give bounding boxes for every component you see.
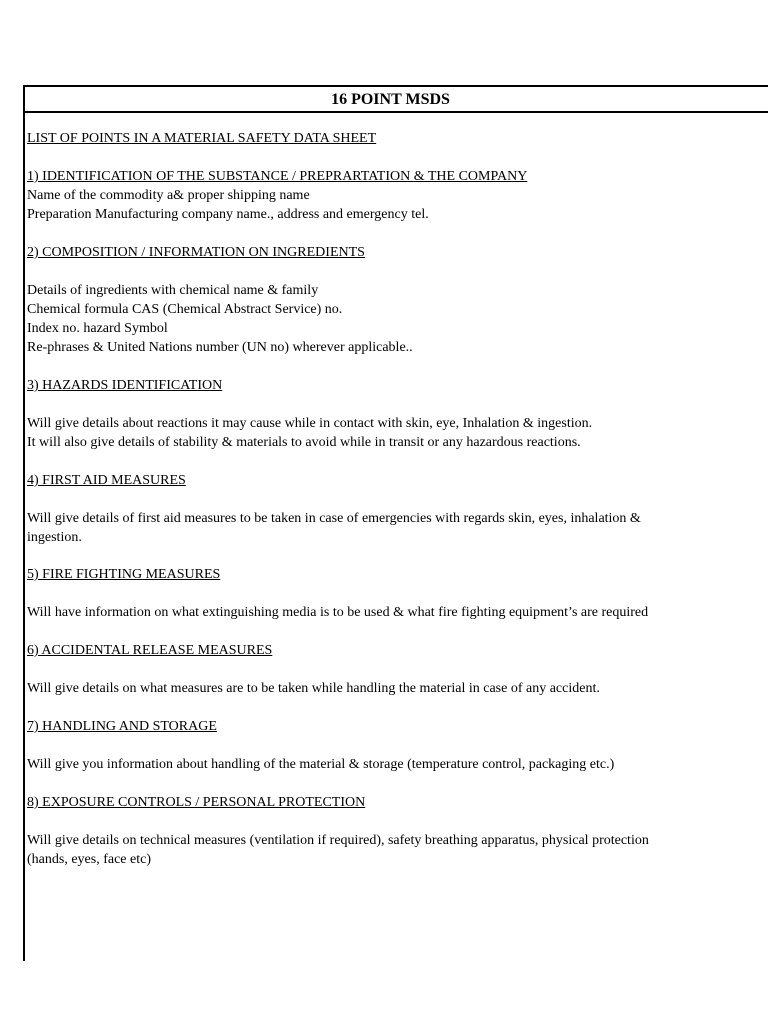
section-4-line-1: Will give details of first aid measures to be taken in case of emergencies with regards skin, eyes, inhalation & — [27, 511, 641, 526]
section-8-heading: 8) EXPOSURE CONTROLS / PERSONAL PROTECTION — [27, 795, 366, 810]
section-2-line-2: Chemical formula CAS (Chemical Abstract Service) no. — [27, 302, 343, 317]
title-row — [23, 85, 768, 113]
section-4-line-2: ingestion. — [27, 530, 82, 545]
left-border — [23, 85, 25, 961]
document-title: 16 POINT MSDS — [331, 91, 450, 108]
section-2-line-1: Details of ingredients with chemical name & family — [27, 283, 319, 298]
section-8-line-1: Will give details on technical measures (ventilation if required), safety breathing apparatus, physical protection — [27, 833, 649, 848]
section-1-heading: 1) IDENTIFICATION OF THE SUBSTANCE / PREPRARTATION & THE COMPANY — [27, 169, 528, 184]
section-3-line-2: It will also give details of stability & materials to avoid while in transit or any hazardous reactions. — [27, 435, 581, 450]
section-2-line-4: Re-phrases & United Nations number (UN no) wherever applicable.. — [27, 340, 413, 355]
section-1-line-1: Name of the commodity a& proper shipping name — [27, 188, 310, 203]
section-3-line-1: Will give details about reactions it may cause while in contact with skin, eye, Inhalation & ingestion. — [27, 416, 593, 431]
section-1-line-2: Preparation Manufacturing company name., address and emergency tel. — [27, 207, 429, 222]
intro-heading: LIST OF POINTS IN A MATERIAL SAFETY DATA SHEET — [27, 131, 377, 146]
section-7-heading: 7) HANDLING AND STORAGE — [27, 719, 217, 734]
section-5-heading: 5) FIRE FIGHTING MEASURES — [27, 567, 221, 582]
section-6-line-1: Will give details on what measures are to be taken while handling the material in case of any accident. — [27, 681, 600, 696]
section-3-heading: 3) HAZARDS IDENTIFICATION — [27, 378, 223, 393]
section-6-heading: 6) ACCIDENTAL RELEASE MEASURES — [27, 643, 273, 658]
section-4-heading: 4) FIRST AID MEASURES — [27, 473, 186, 488]
section-2-heading: 2) COMPOSITION / INFORMATION ON INGREDIENTS — [27, 245, 365, 260]
section-8-line-2: (hands, eyes, face etc) — [27, 852, 151, 867]
section-7-line-1: Will give you information about handling of the material & storage (temperature control, packaging etc.) — [27, 757, 615, 772]
msds-sheet — [23, 85, 768, 985]
section-5-line-1: Will have information on what extinguishing media is to be used & what fire fighting equipment’s are required — [27, 605, 649, 620]
section-2-line-3: Index no. hazard Symbol — [27, 321, 168, 336]
